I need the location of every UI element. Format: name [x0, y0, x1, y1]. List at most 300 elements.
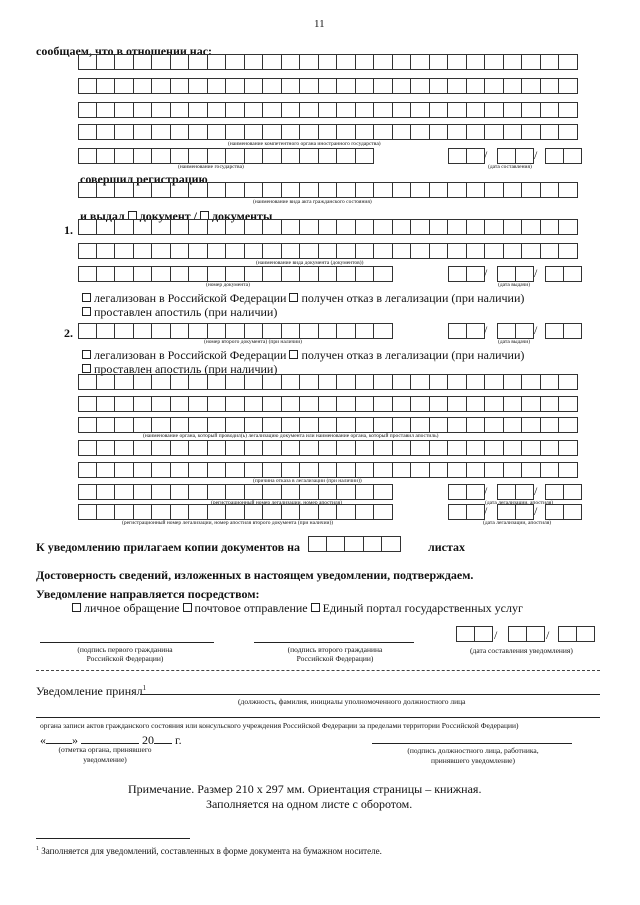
- cell-box[interactable]: [152, 323, 171, 339]
- cell-box[interactable]: [134, 323, 153, 339]
- cell-box[interactable]: [559, 54, 578, 70]
- cell-box[interactable]: [208, 484, 227, 500]
- cell-box[interactable]: [282, 462, 301, 478]
- cell-box[interactable]: [522, 182, 541, 198]
- cell-box[interactable]: [97, 323, 116, 339]
- cell-box[interactable]: [374, 462, 393, 478]
- cell-box[interactable]: [337, 78, 356, 94]
- cell-box[interactable]: [411, 54, 430, 70]
- cell-box[interactable]: [522, 219, 541, 235]
- cell-box[interactable]: [282, 148, 301, 164]
- cell-box[interactable]: [171, 54, 190, 70]
- date-month-1[interactable]: [497, 148, 534, 164]
- cell-box[interactable]: [263, 124, 282, 140]
- cell-box[interactable]: [319, 243, 338, 259]
- attachments-count[interactable]: [308, 536, 401, 552]
- cell-box[interactable]: [374, 374, 393, 390]
- cell-box[interactable]: [467, 440, 486, 456]
- cell-box[interactable]: [97, 243, 116, 259]
- cell-box[interactable]: [152, 148, 171, 164]
- issue-month-2[interactable]: [497, 323, 534, 339]
- cell-box[interactable]: [319, 440, 338, 456]
- legal-org-row-1[interactable]: [78, 374, 578, 390]
- cell-box[interactable]: [430, 54, 449, 70]
- cell-box[interactable]: [78, 124, 97, 140]
- cell-box[interactable]: [448, 396, 467, 412]
- cell-box[interactable]: [97, 182, 116, 198]
- cell-box[interactable]: [541, 182, 560, 198]
- cell-box[interactable]: [411, 440, 430, 456]
- cell-box[interactable]: [374, 124, 393, 140]
- legal-month-1[interactable]: [497, 484, 534, 500]
- cell-box[interactable]: [485, 243, 504, 259]
- cell-box[interactable]: [541, 124, 560, 140]
- cell-box[interactable]: [152, 504, 171, 520]
- cell-box[interactable]: [497, 484, 516, 500]
- cell-box[interactable]: [78, 148, 97, 164]
- cell-box[interactable]: [78, 417, 97, 433]
- cell-box[interactable]: [467, 124, 486, 140]
- cell-box[interactable]: [319, 396, 338, 412]
- cell-box[interactable]: [208, 323, 227, 339]
- cell-box[interactable]: [263, 148, 282, 164]
- cell-box[interactable]: [485, 462, 504, 478]
- cell-box[interactable]: [319, 323, 338, 339]
- cell-box[interactable]: [541, 417, 560, 433]
- cell-box[interactable]: [319, 78, 338, 94]
- cell-box[interactable]: [208, 54, 227, 70]
- cell-box[interactable]: [393, 462, 412, 478]
- cell-box[interactable]: [522, 462, 541, 478]
- legal-month-2[interactable]: [497, 504, 534, 520]
- cell-box[interactable]: [393, 243, 412, 259]
- cell-box[interactable]: [319, 462, 338, 478]
- cell-box[interactable]: [189, 124, 208, 140]
- cell-box[interactable]: [300, 219, 319, 235]
- cell-box[interactable]: [97, 219, 116, 235]
- cell-box[interactable]: [263, 266, 282, 282]
- cell-box[interactable]: [448, 266, 467, 282]
- cell-box[interactable]: [485, 374, 504, 390]
- cell-box[interactable]: [411, 396, 430, 412]
- cell-box[interactable]: [430, 417, 449, 433]
- cell-box[interactable]: [337, 417, 356, 433]
- issue-day-1[interactable]: [448, 266, 488, 282]
- date-day-1[interactable]: [448, 148, 488, 164]
- cell-box[interactable]: [516, 504, 538, 520]
- cell-box[interactable]: [245, 148, 264, 164]
- cell-box[interactable]: [282, 182, 301, 198]
- cell-box[interactable]: [300, 396, 319, 412]
- cell-box[interactable]: [78, 266, 97, 282]
- cell-box[interactable]: [411, 124, 430, 140]
- competent-org-row-2[interactable]: [78, 78, 578, 94]
- cell-box[interactable]: [374, 417, 393, 433]
- cell-box[interactable]: [263, 54, 282, 70]
- cell-box[interactable]: [430, 440, 449, 456]
- cell-box[interactable]: [282, 374, 301, 390]
- cell-box[interactable]: [475, 626, 494, 642]
- cell-box[interactable]: [226, 417, 245, 433]
- cell-box[interactable]: [226, 396, 245, 412]
- reg-number-row-2[interactable]: [78, 504, 393, 520]
- cell-box[interactable]: [564, 484, 583, 500]
- cell-box[interactable]: [263, 396, 282, 412]
- cell-box[interactable]: [171, 374, 190, 390]
- cell-box[interactable]: [171, 78, 190, 94]
- cell-box[interactable]: [393, 124, 412, 140]
- cell-box[interactable]: [522, 102, 541, 118]
- cell-box[interactable]: [171, 124, 190, 140]
- cell-box[interactable]: [467, 374, 486, 390]
- cell-box[interactable]: [115, 102, 134, 118]
- cell-box[interactable]: [467, 266, 486, 282]
- legalized-checkbox-2[interactable]: [82, 350, 91, 359]
- competent-org-row-3[interactable]: [78, 102, 578, 118]
- cell-box[interactable]: [152, 54, 171, 70]
- cell-box[interactable]: [263, 182, 282, 198]
- personal-visit-checkbox[interactable]: [72, 603, 81, 612]
- cell-box[interactable]: [171, 323, 190, 339]
- cell-box[interactable]: [467, 78, 486, 94]
- cell-box[interactable]: [374, 396, 393, 412]
- cell-box[interactable]: [545, 266, 564, 282]
- cell-box[interactable]: [134, 440, 153, 456]
- cell-box[interactable]: [356, 243, 375, 259]
- cell-box[interactable]: [282, 396, 301, 412]
- cell-box[interactable]: [430, 124, 449, 140]
- cell-box[interactable]: [78, 54, 97, 70]
- cell-box[interactable]: [208, 182, 227, 198]
- cell-box[interactable]: [134, 219, 153, 235]
- cell-box[interactable]: [245, 417, 264, 433]
- cell-box[interactable]: [134, 102, 153, 118]
- cell-box[interactable]: [485, 219, 504, 235]
- cell-box[interactable]: [152, 462, 171, 478]
- issue-month-1[interactable]: [497, 266, 534, 282]
- cell-box[interactable]: [189, 462, 208, 478]
- notice-day[interactable]: [456, 626, 493, 642]
- cell-box[interactable]: [467, 417, 486, 433]
- cell-box[interactable]: [356, 374, 375, 390]
- cell-box[interactable]: [430, 102, 449, 118]
- cell-box[interactable]: [282, 78, 301, 94]
- cell-box[interactable]: [226, 440, 245, 456]
- cell-box[interactable]: [393, 78, 412, 94]
- cell-box[interactable]: [97, 54, 116, 70]
- cell-box[interactable]: [522, 417, 541, 433]
- cell-box[interactable]: [189, 102, 208, 118]
- cell-box[interactable]: [115, 417, 134, 433]
- cell-box[interactable]: [411, 374, 430, 390]
- cell-box[interactable]: [430, 219, 449, 235]
- cell-box[interactable]: [226, 243, 245, 259]
- cell-box[interactable]: [226, 102, 245, 118]
- cell-box[interactable]: [245, 323, 264, 339]
- cell-box[interactable]: [134, 462, 153, 478]
- issue-year-1[interactable]: [545, 266, 582, 282]
- issue-year-2[interactable]: [545, 323, 582, 339]
- cell-box[interactable]: [208, 396, 227, 412]
- cell-box[interactable]: [189, 323, 208, 339]
- cell-box[interactable]: [78, 504, 97, 520]
- legal-org-row-3[interactable]: [78, 417, 578, 433]
- cell-box[interactable]: [208, 417, 227, 433]
- cell-box[interactable]: [263, 102, 282, 118]
- cell-box[interactable]: [504, 124, 523, 140]
- cell-box[interactable]: [497, 504, 516, 520]
- apostille-checkbox-2[interactable]: [82, 364, 91, 373]
- cell-box[interactable]: [516, 266, 538, 282]
- cell-box[interactable]: [319, 219, 338, 235]
- cell-box[interactable]: [245, 374, 264, 390]
- cell-box[interactable]: [245, 440, 264, 456]
- cell-box[interactable]: [171, 396, 190, 412]
- cell-box[interactable]: [152, 78, 171, 94]
- cell-box[interactable]: [541, 102, 560, 118]
- cell-box[interactable]: [115, 148, 134, 164]
- cell-box[interactable]: [78, 396, 97, 412]
- legal-year-1[interactable]: [545, 484, 582, 500]
- cell-box[interactable]: [393, 396, 412, 412]
- cell-box[interactable]: [152, 182, 171, 198]
- cell-box[interactable]: [448, 417, 467, 433]
- cell-box[interactable]: [522, 124, 541, 140]
- cell-box[interactable]: [115, 78, 134, 94]
- issue-day-2[interactable]: [448, 323, 488, 339]
- cell-box[interactable]: [171, 440, 190, 456]
- cell-box[interactable]: [208, 148, 227, 164]
- cell-box[interactable]: [263, 484, 282, 500]
- cell-box[interactable]: [115, 396, 134, 412]
- cell-box[interactable]: [282, 124, 301, 140]
- cell-box[interactable]: [282, 440, 301, 456]
- official-signature-line[interactable]: [372, 743, 572, 744]
- cell-box[interactable]: [559, 243, 578, 259]
- cell-box[interactable]: [171, 266, 190, 282]
- cell-box[interactable]: [208, 440, 227, 456]
- cell-box[interactable]: [97, 396, 116, 412]
- cell-box[interactable]: [374, 484, 393, 500]
- cell-box[interactable]: [97, 462, 116, 478]
- cell-box[interactable]: [263, 219, 282, 235]
- cell-box[interactable]: [497, 323, 516, 339]
- cell-box[interactable]: [497, 266, 516, 282]
- cell-box[interactable]: [319, 417, 338, 433]
- cell-box[interactable]: [411, 462, 430, 478]
- legal-day-1[interactable]: [448, 484, 488, 500]
- cell-box[interactable]: [337, 219, 356, 235]
- cell-box[interactable]: [115, 266, 134, 282]
- cell-box[interactable]: [282, 323, 301, 339]
- cell-box[interactable]: [319, 374, 338, 390]
- cell-box[interactable]: [393, 219, 412, 235]
- cell-box[interactable]: [319, 182, 338, 198]
- cell-box[interactable]: [115, 462, 134, 478]
- cell-box[interactable]: [115, 374, 134, 390]
- cell-box[interactable]: [300, 182, 319, 198]
- cell-box[interactable]: [226, 78, 245, 94]
- cell-box[interactable]: [134, 374, 153, 390]
- cell-box[interactable]: [134, 124, 153, 140]
- cell-box[interactable]: [171, 417, 190, 433]
- cell-box[interactable]: [541, 54, 560, 70]
- cell-box[interactable]: [337, 323, 356, 339]
- cell-box[interactable]: [448, 102, 467, 118]
- cell-box[interactable]: [97, 504, 116, 520]
- cell-box[interactable]: [411, 417, 430, 433]
- cell-box[interactable]: [356, 504, 375, 520]
- cell-box[interactable]: [559, 417, 578, 433]
- cell-box[interactable]: [171, 148, 190, 164]
- cell-box[interactable]: [467, 243, 486, 259]
- cell-box[interactable]: [337, 148, 356, 164]
- cell-box[interactable]: [467, 504, 486, 520]
- cell-box[interactable]: [319, 266, 338, 282]
- cell-box[interactable]: [327, 536, 346, 552]
- cell-box[interactable]: [559, 440, 578, 456]
- cell-box[interactable]: [374, 219, 393, 235]
- cell-box[interactable]: [97, 148, 116, 164]
- date-year-1[interactable]: [545, 148, 582, 164]
- cell-box[interactable]: [245, 243, 264, 259]
- cell-box[interactable]: [516, 148, 538, 164]
- cell-box[interactable]: [559, 78, 578, 94]
- cell-box[interactable]: [411, 78, 430, 94]
- doc-number-row-1[interactable]: [78, 266, 393, 282]
- cell-box[interactable]: [356, 440, 375, 456]
- official-line-2[interactable]: [36, 717, 600, 718]
- cell-box[interactable]: [78, 219, 97, 235]
- cell-box[interactable]: [374, 78, 393, 94]
- cell-box[interactable]: [282, 484, 301, 500]
- cell-box[interactable]: [504, 417, 523, 433]
- apostille-checkbox-1[interactable]: [82, 307, 91, 316]
- cell-box[interactable]: [374, 266, 393, 282]
- cell-box[interactable]: [504, 54, 523, 70]
- cell-box[interactable]: [319, 484, 338, 500]
- cell-box[interactable]: [152, 266, 171, 282]
- cell-box[interactable]: [78, 243, 97, 259]
- cell-box[interactable]: [559, 102, 578, 118]
- cell-box[interactable]: [522, 78, 541, 94]
- cell-box[interactable]: [152, 124, 171, 140]
- cell-box[interactable]: [545, 323, 564, 339]
- cell-box[interactable]: [189, 484, 208, 500]
- cell-box[interactable]: [559, 124, 578, 140]
- cell-box[interactable]: [208, 266, 227, 282]
- cell-box[interactable]: [504, 78, 523, 94]
- cell-box[interactable]: [300, 124, 319, 140]
- cell-box[interactable]: [564, 323, 583, 339]
- cell-box[interactable]: [467, 323, 486, 339]
- cell-box[interactable]: [189, 219, 208, 235]
- cell-box[interactable]: [467, 484, 486, 500]
- cell-box[interactable]: [245, 54, 264, 70]
- cell-box[interactable]: [152, 440, 171, 456]
- cell-box[interactable]: [226, 462, 245, 478]
- cell-box[interactable]: [189, 148, 208, 164]
- cell-box[interactable]: [430, 78, 449, 94]
- cell-box[interactable]: [282, 219, 301, 235]
- doc-type-row-1[interactable]: [78, 219, 578, 235]
- cell-box[interactable]: [504, 102, 523, 118]
- cell-box[interactable]: [541, 440, 560, 456]
- cell-box[interactable]: [245, 219, 264, 235]
- cell-box[interactable]: [522, 440, 541, 456]
- cell-box[interactable]: [189, 54, 208, 70]
- cell-box[interactable]: [115, 504, 134, 520]
- cell-box[interactable]: [263, 440, 282, 456]
- cell-box[interactable]: [226, 323, 245, 339]
- cell-box[interactable]: [356, 417, 375, 433]
- cell-box[interactable]: [337, 266, 356, 282]
- cell-box[interactable]: [115, 243, 134, 259]
- cell-box[interactable]: [522, 396, 541, 412]
- cell-box[interactable]: [245, 124, 264, 140]
- cell-box[interactable]: [504, 243, 523, 259]
- cell-box[interactable]: [541, 374, 560, 390]
- cell-box[interactable]: [171, 462, 190, 478]
- cell-box[interactable]: [189, 374, 208, 390]
- legal-org-row-2[interactable]: [78, 396, 578, 412]
- cell-box[interactable]: [559, 182, 578, 198]
- cell-box[interactable]: [300, 504, 319, 520]
- cell-box[interactable]: [263, 462, 282, 478]
- first-signature-line[interactable]: [40, 642, 214, 643]
- cell-box[interactable]: [134, 396, 153, 412]
- cell-box[interactable]: [516, 323, 538, 339]
- cell-box[interactable]: [374, 54, 393, 70]
- cell-box[interactable]: [115, 323, 134, 339]
- cell-box[interactable]: [171, 102, 190, 118]
- cell-box[interactable]: [134, 417, 153, 433]
- cell-box[interactable]: [189, 417, 208, 433]
- cell-box[interactable]: [152, 417, 171, 433]
- cell-box[interactable]: [541, 243, 560, 259]
- cell-box[interactable]: [282, 504, 301, 520]
- cell-box[interactable]: [467, 396, 486, 412]
- cell-box[interactable]: [245, 78, 264, 94]
- cell-box[interactable]: [456, 626, 475, 642]
- cell-box[interactable]: [134, 266, 153, 282]
- cell-box[interactable]: [171, 504, 190, 520]
- cell-box[interactable]: [508, 626, 527, 642]
- cell-box[interactable]: [504, 440, 523, 456]
- cell-box[interactable]: [545, 484, 564, 500]
- cell-box[interactable]: [485, 102, 504, 118]
- cell-box[interactable]: [485, 54, 504, 70]
- cell-box[interactable]: [467, 182, 486, 198]
- cell-box[interactable]: [97, 417, 116, 433]
- act-type-row[interactable]: [78, 182, 578, 198]
- cell-box[interactable]: [282, 417, 301, 433]
- cell-box[interactable]: [208, 504, 227, 520]
- cell-box[interactable]: [300, 54, 319, 70]
- cell-box[interactable]: [97, 266, 116, 282]
- cell-box[interactable]: [374, 440, 393, 456]
- refusal-row-2[interactable]: [78, 462, 578, 478]
- cell-box[interactable]: [356, 462, 375, 478]
- cell-box[interactable]: [577, 626, 596, 642]
- cell-box[interactable]: [115, 219, 134, 235]
- cell-box[interactable]: [541, 78, 560, 94]
- cell-box[interactable]: [208, 219, 227, 235]
- cell-box[interactable]: [97, 78, 116, 94]
- cell-box[interactable]: [300, 148, 319, 164]
- cell-box[interactable]: [527, 626, 546, 642]
- cell-box[interactable]: [504, 462, 523, 478]
